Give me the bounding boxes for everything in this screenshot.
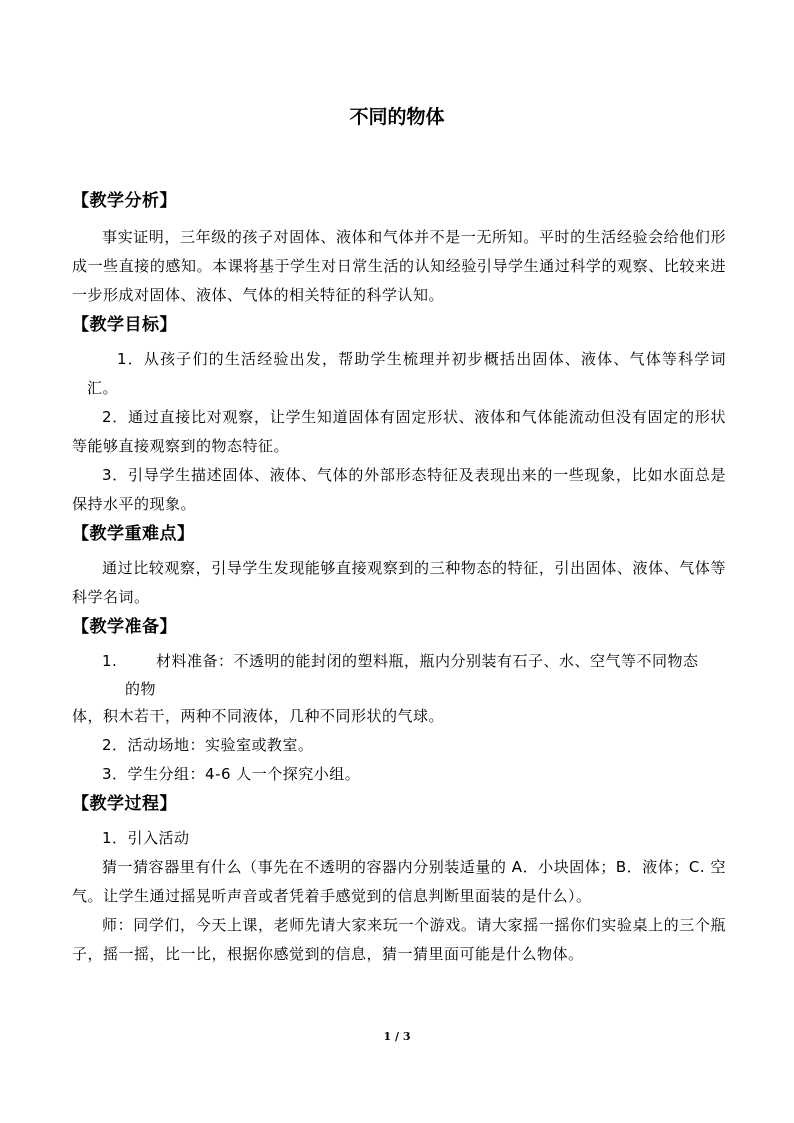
prep-item-2: 2．活动场地：实验室或教室。 <box>102 736 314 754</box>
process-step-1: 1．引入活动 <box>102 829 190 847</box>
section-heading-preparation: 【教学准备】 <box>72 617 177 637</box>
key-points-paragraph: 通过比较观察，引导学生发现能够直接观察到的三种物态的特征，引出固体、液体、气体等科学名词。 <box>72 559 726 606</box>
goal-item-3: 3．引导学生描述固体、液体、气体的外部形态特征及表现出来的一些现象，比如水面总是保持水平的现象。 <box>72 466 726 513</box>
analysis-paragraph: 事实证明，三年级的孩子对固体、液体和气体并不是一无所知。平时的生活经验会给他们形成一些直接的感知。本课将基于学生对日常生活的认知经验引导学生通过科学的观察、比较来进一步形成对固体、液体、气体的相关特征的科学认知。 <box>72 228 726 304</box>
prep-item-1-continued: 的物 <box>125 680 157 698</box>
process-teacher-paragraph: 师：同学们，今天上课，老师先请大家来玩一个游戏。请大家摇一摇你们实验桌上的三个瓶子，摇一摇，比一比，根据你感觉到的信息，猜一猜里面可能是什么物体。 <box>72 916 726 963</box>
prep-item-1 <box>72 647 726 676</box>
goal-item-1: 1．从孩子们的生活经验出发，帮助学生梳理并初步概括出固体、液体、气体等科学词汇。 <box>87 350 726 397</box>
document-body <box>72 186 726 969</box>
section-heading-process: 【教学过程】 <box>72 794 177 814</box>
process-guess-paragraph: 猜一猜容器里有什么（事先在不透明的容器内分别装适量的 A．小块固体；B．液体；C. 空气。让学生通过摇晃听声音或者凭着手感觉到的信息判断里面装的是什么）。 <box>72 858 726 905</box>
section-heading-goals: 【教学目标】 <box>72 315 177 335</box>
section-heading-key-points: 【教学重难点】 <box>72 524 195 544</box>
goal-item-2: 2．通过直接比对观察，让学生知道固体有固定形状、液体和气体能流动但没有固定的形状等能够直接观察到的物态特征。 <box>72 408 726 455</box>
prep-item-3: 3．学生分组：4-6 人一个探究小组。 <box>102 765 361 783</box>
prep-item-1-tail: 体，积木若干，两种不同液体，几种不同形状的气球。 <box>72 707 445 725</box>
section-heading-analysis: 【教学分析】 <box>72 191 177 211</box>
prep-item-1-number: 1. <box>102 652 118 670</box>
page-number: 1 / 3 <box>383 1030 411 1043</box>
page-title: 不同的物体 <box>349 106 445 128</box>
prep-item-1-text: 材料准备：不透明的能封闭的塑料瓶，瓶内分别装有石子、水、空气等不同物态 <box>156 652 699 670</box>
